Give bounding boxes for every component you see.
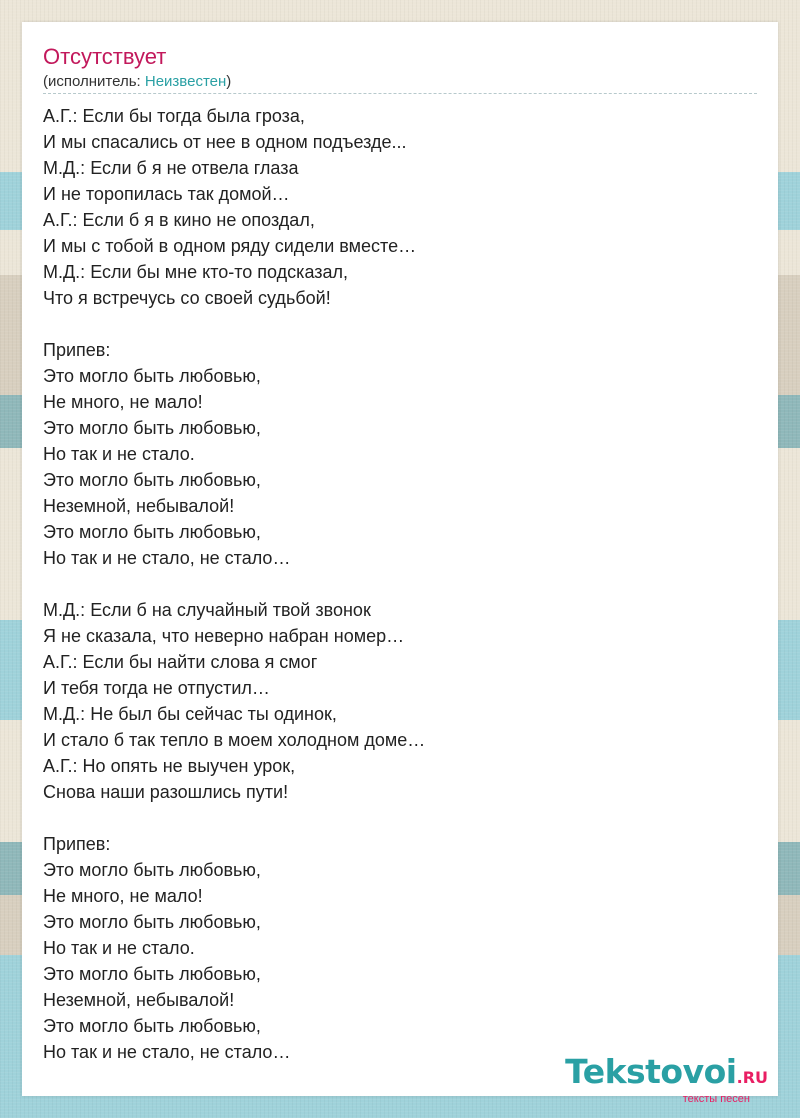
lyric-line: И не торопилась так домой… (43, 184, 290, 204)
lyric-line: М.Д.: Если б на случайный твой звонок (43, 600, 371, 620)
lyrics-sheet (22, 22, 778, 1096)
blank-line (43, 571, 757, 597)
lyric-line: Но так и не стало, не стало… (43, 1042, 291, 1062)
lyrics-body (43, 103, 757, 1065)
lyric-line: Это могло быть любовью, (43, 860, 261, 880)
lyric-line: И тебя тогда не отпустил… (43, 678, 270, 698)
watermark-tld: .RU (736, 1068, 768, 1087)
lyric-line: Припев: (43, 834, 111, 854)
lyric-line: А.Г.: Если б я в кино не опоздал, (43, 210, 315, 230)
lyric-line: Это могло быть любовью, (43, 366, 261, 386)
lyric-line: Это могло быть любовью, (43, 912, 261, 932)
artist-suffix: ) (226, 73, 232, 90)
watermark-brand: Tekstovoi (565, 1052, 737, 1091)
blank-line (43, 311, 757, 337)
lyric-line: Припев: (43, 340, 111, 360)
watermark-tagline: тексты песен (682, 1093, 750, 1105)
artist-line (43, 73, 231, 91)
lyric-line: Неземной, небывалой! (43, 990, 235, 1010)
lyric-line: Но так и не стало. (43, 938, 195, 958)
lyric-line: А.Г.: Но опять не выучен урок, (43, 756, 296, 776)
lyric-line: А.Г.: Если бы тогда была гроза, (43, 106, 305, 126)
site-watermark (565, 1054, 768, 1105)
lyric-line: Это могло быть любовью, (43, 522, 261, 542)
lyric-line: Неземной, небывалой! (43, 496, 235, 516)
lyric-line: А.Г.: Если бы найти слова я смог (43, 652, 318, 672)
lyric-line: Это могло быть любовью, (43, 470, 261, 490)
lyric-line: И стало б так тепло в моем холодном доме… (43, 730, 426, 750)
lyric-line: Не много, не мало! (43, 886, 203, 906)
artist-link[interactable]: Неизвестен (144, 73, 227, 90)
lyric-line: М.Д.: Если бы мне кто-то подсказал, (43, 262, 349, 282)
lyric-line: М.Д.: Если б я не отвела глаза (43, 158, 299, 178)
lyric-line: Снова наши разошлись пути! (43, 782, 289, 802)
lyric-line: И мы с тобой в одном ряду сидели вместе… (43, 236, 417, 256)
lyric-line: М.Д.: Не был бы сейчас ты одинок, (43, 704, 337, 724)
lyric-line: Это могло быть любовью, (43, 418, 261, 438)
lyric-line: Но так и не стало, не стало… (43, 548, 291, 568)
lyric-line: И мы спасались от нее в одном подъезде... (43, 132, 407, 152)
artist-prefix: (исполнитель: (43, 73, 145, 90)
lyric-line: Я не сказала, что неверно набран номер… (43, 626, 405, 646)
lyric-line: Не много, не мало! (43, 392, 203, 412)
divider (43, 93, 757, 94)
song-title: Отсутствует (43, 44, 167, 69)
lyric-line: Но так и не стало. (43, 444, 195, 464)
watermark-logo (565, 1054, 768, 1096)
blank-line (43, 805, 757, 831)
lyric-line: Это могло быть любовью, (43, 964, 261, 984)
lyric-line: Это могло быть любовью, (43, 1016, 261, 1036)
lyric-line: Что я встречусь со своей судьбой! (43, 288, 331, 308)
